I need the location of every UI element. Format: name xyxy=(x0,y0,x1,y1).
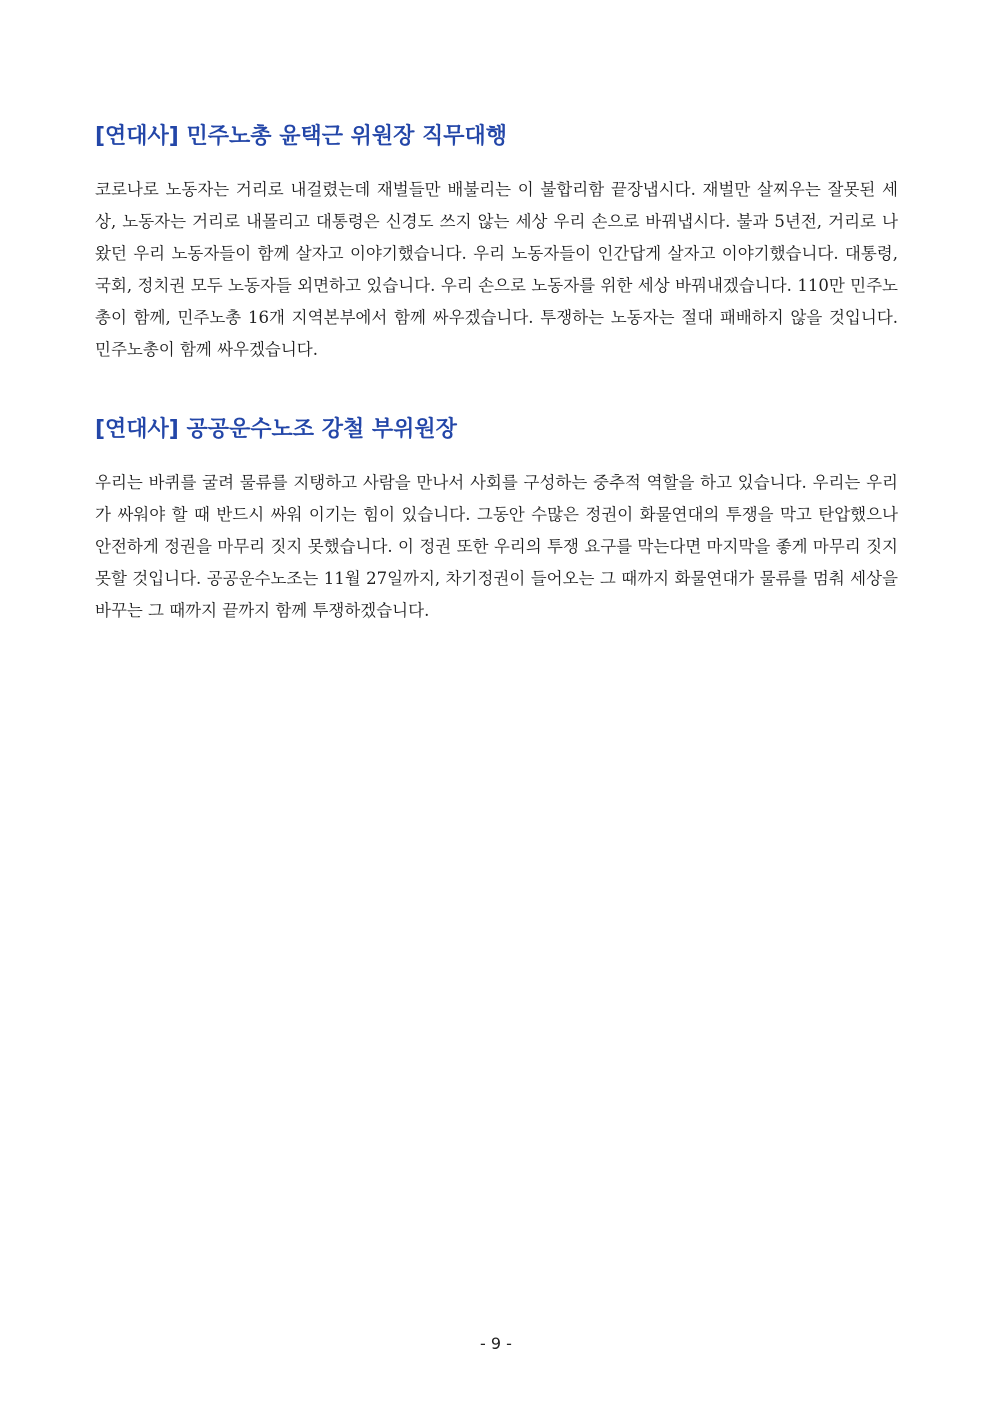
section-heading: [연대사] 공공운수노조 강철 부위원장 xyxy=(95,417,457,442)
section-heading: [연대사] 민주노총 윤택근 위원장 직무대행 xyxy=(95,124,508,149)
section-paragraph: 코로나로 노동자는 거리로 내걸렸는데 재벌들만 배불리는 이 불합리함 끝장냅시다. 재벌만 살찌우는 잘못된 세상, 노동자는 거리로 내몰리고 대통령은 신경도 쓰지 않는 세상 우리 손으로 바꿔냅시다. 불과 5년전, 거리로 나왔던 우리 노동자들이 함께 살자고 이야기했습니다. 우리 노동자들이 인간답게 살자고 이야기했습니다. 대통령, 국회, 정치권 모두 노동자들 외면하고 있습니다. 우리 손으로 노동자를 위한 세상 바꿔내겠습니다. 110만 민주노총이 함께, 민주노총 16개 지역본부에서 함께 싸우겠습니다. 투쟁하는 노동자는 절대 패배하지 않을 것입니다. 민주노총이 함께 싸우겠습니다. xyxy=(95,180,898,359)
speech-section-2 xyxy=(95,415,898,627)
section-paragraph: 우리는 바퀴를 굴려 물류를 지탱하고 사람을 만나서 사회를 구성하는 중추적 역할을 하고 있습니다. 우리는 우리가 싸워야 할 때 반드시 싸워 이기는 힘이 있습니다. 그동안 수많은 정권이 화물연대의 투쟁을 막고 탄압했으나 안전하게 정권을 마무리 짓지 못했습니다. 이 정권 또한 우리의 투쟁 요구를 막는다면 마지막을 좋게 마무리 짓지 못할 것입니다. 공공운수노조는 11월 27일까지, 차기정권이 들어오는 그 때까지 화물연대가 물류를 멈춰 세상을 바꾸는 그 때까지 끝까지 함께 투쟁하겠습니다. xyxy=(95,473,898,620)
page-number: - 9 - xyxy=(480,1334,512,1353)
speech-section-1 xyxy=(95,122,898,366)
